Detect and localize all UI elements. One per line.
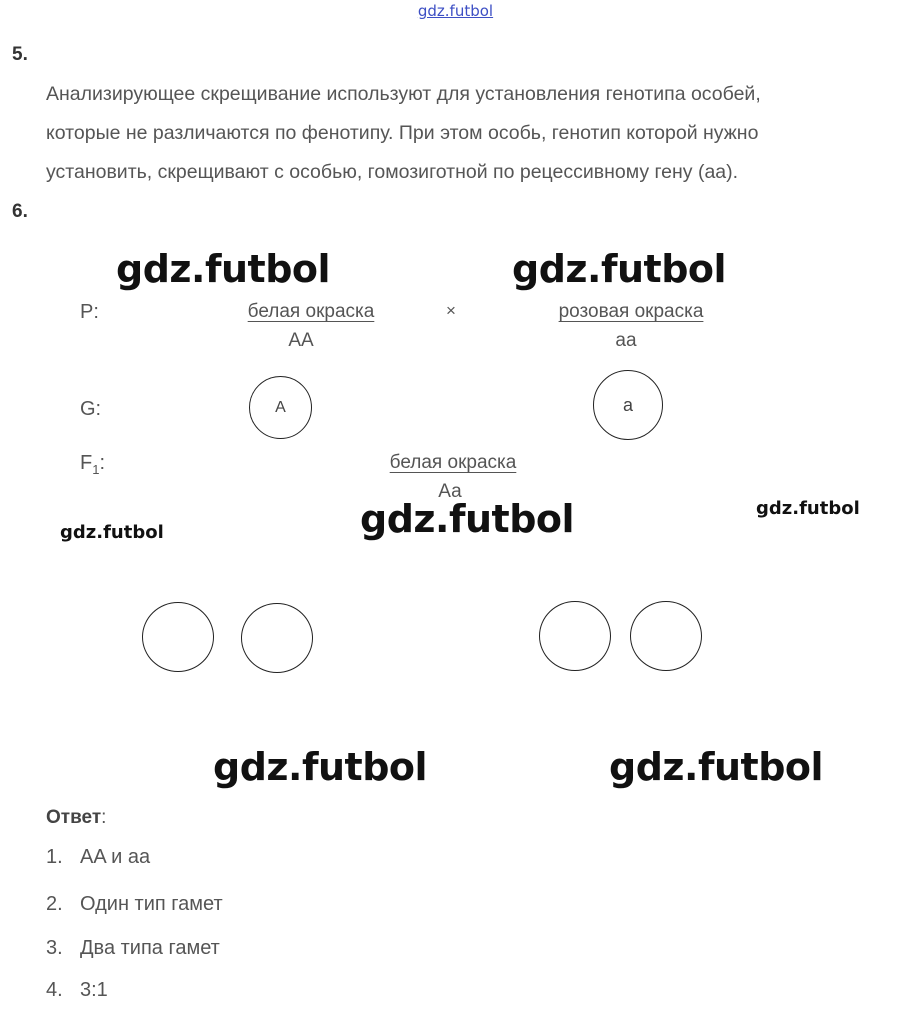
parent-1-phenotype: белая окраска (247, 301, 375, 322)
question-5-line-1: Анализирующее скрещивание используют для установления генотипа особей, (46, 83, 761, 105)
empty-circle-1 (142, 602, 214, 672)
question-5-line-3: установить, скрещивают с особью, гомозиготной по рецессивному гену (аа). (46, 161, 739, 183)
question-6-number: 6. (12, 201, 28, 222)
question-5-number: 5. (12, 44, 28, 65)
empty-circle-4 (630, 601, 702, 671)
answer-item-1: 1. AA и аа (46, 846, 151, 868)
watermark-6: gdz.futbol (213, 745, 428, 789)
f1-label: $F_1$: (80, 452, 106, 477)
gamete-2-label: a (622, 394, 633, 415)
cross-symbol: × (446, 301, 456, 320)
parents-label: P: (80, 301, 99, 323)
watermark-top: gdz.futbol (417, 2, 494, 20)
parent-1-genotype: AA (288, 330, 314, 351)
watermark-5: gdz.futbol (756, 498, 860, 519)
answer-heading: Ответ: (46, 807, 107, 828)
answer-item-3: 3. Два типа гамет (46, 937, 220, 959)
f1-phenotype: белая окраска (389, 452, 517, 473)
watermark-2: gdz.futbol (512, 247, 727, 291)
watermark-4: gdz.futbol (60, 522, 164, 543)
parent-2-genotype: аа (615, 330, 637, 351)
empty-circle-2 (241, 603, 313, 673)
gametes-label: G: (80, 398, 102, 420)
watermark-3: gdz.futbol (360, 497, 575, 541)
question-5-text (46, 75, 906, 192)
watermark-1: gdz.futbol (116, 247, 331, 291)
empty-circle-3 (539, 601, 611, 671)
question-5-line-2: которые не различаются по фенотипу. При этом особь, генотип которой нужно (46, 122, 759, 144)
gamete-1-circle (249, 376, 312, 439)
gamete-1-label: A (275, 398, 286, 416)
watermark-7: gdz.futbol (609, 745, 824, 789)
f1-genotype: Аа (438, 481, 462, 502)
parent-2-phenotype: розовая окраска (558, 301, 704, 322)
answer-item-4: 4. 3:1 (46, 979, 108, 1001)
gamete-2-circle (593, 370, 663, 440)
answer-item-2: 2. Один тип гамет (46, 893, 223, 915)
answer-title: Ответ (46, 807, 102, 828)
